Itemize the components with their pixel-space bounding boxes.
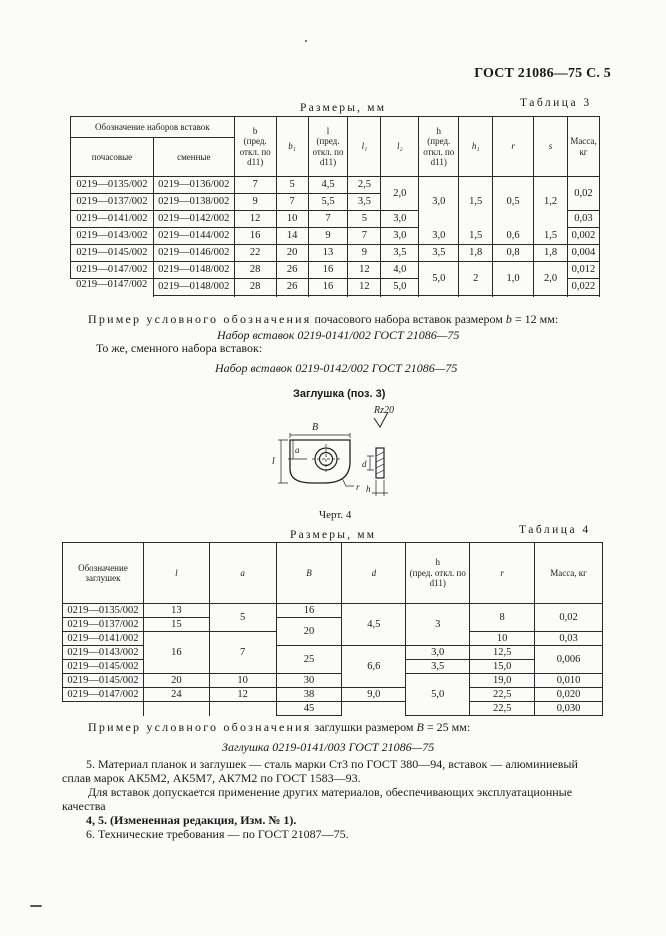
t4-r: 19,0 xyxy=(470,674,535,688)
table4-label: Таблица 4 xyxy=(519,524,591,536)
th-replace: сменные xyxy=(153,138,234,177)
t3-hourly: 0219—0137/002 xyxy=(71,194,154,211)
t4-l: 16 xyxy=(143,632,209,674)
t4-empty xyxy=(143,702,209,716)
t3-r: 0,5 xyxy=(493,177,534,228)
t3-h1: 1,5 xyxy=(459,177,493,228)
t4-mass: 0,03 xyxy=(535,632,603,646)
t4-mass: 0,030 xyxy=(535,702,603,716)
drawing-caption: Черт. 4 xyxy=(319,509,352,521)
t3-l2: 3,5 xyxy=(381,245,419,262)
dim-d xyxy=(367,456,374,470)
t4-h: 3 xyxy=(406,604,470,646)
t4-empty xyxy=(63,702,144,716)
t4-l: 24 xyxy=(143,688,209,702)
example2-line: Пример условного обозначения заглушки размером B = 25 мм: xyxy=(88,720,471,734)
scan-speck xyxy=(305,40,307,42)
t4-d: 9,0 xyxy=(342,688,406,702)
t3-l2: 4,0 xyxy=(381,262,419,279)
t3-l: 5,5 xyxy=(308,194,348,211)
t3-l: 7 xyxy=(308,211,348,228)
dim-B xyxy=(290,433,350,438)
t4-a: 10 xyxy=(209,674,276,688)
th-l: l xyxy=(143,543,209,604)
th-l: l (пред. откл. по d11) xyxy=(308,117,348,177)
t3-replace: 0219—0148/002 xyxy=(153,279,234,296)
paragraph-4-5: 4, 5. (Измененная редакция, Изм. № 1). xyxy=(86,813,297,827)
th-l1: l₁ xyxy=(348,117,381,177)
t3-b: 16 xyxy=(234,228,276,245)
svg-text:h: h xyxy=(366,484,371,494)
t3-mass: 0,02 xyxy=(567,177,599,211)
th-B: B xyxy=(276,543,342,604)
example1-code: Набор вставок 0219-0141/002 ГОСТ 21086—75 xyxy=(217,328,460,342)
table-3 xyxy=(70,116,600,296)
t4-B: 30 xyxy=(276,674,342,688)
t4-l: 13 xyxy=(143,604,209,618)
t3-s: 1,5 xyxy=(534,228,568,245)
svg-text:l: l xyxy=(272,456,275,467)
t3-l: 4,5 xyxy=(308,177,348,194)
t4-mass: 0,006 xyxy=(535,646,603,674)
page-header: ГОСТ 21086—75 С. 5 xyxy=(474,66,611,81)
t4-a: 7 xyxy=(209,632,276,674)
t3-hourly: 0219—0147/002 xyxy=(71,262,154,279)
t3-l1: 2,5 xyxy=(348,177,381,194)
t3-b1: 26 xyxy=(276,262,308,279)
t3-hourly: 0219—0147/002 xyxy=(76,279,148,290)
t3-replace: 0219—0146/002 xyxy=(153,245,234,262)
t3-l: 13 xyxy=(308,245,348,262)
t3-h1: 2 xyxy=(459,262,493,296)
t4-r: 15,0 xyxy=(470,660,535,674)
t3-replace: 0219—0138/002 xyxy=(153,194,234,211)
same-text: То же, сменного набора вставок: xyxy=(96,341,263,355)
t3-b: 7 xyxy=(234,177,276,194)
t3-l2: 5,0 xyxy=(381,279,419,296)
cap-drawing xyxy=(262,398,412,502)
t3-mass: 0,004 xyxy=(567,245,599,262)
scan-mark xyxy=(30,905,42,907)
t4-r: 10 xyxy=(470,632,535,646)
t4-h: 5,0 xyxy=(406,674,470,716)
t3-replace: 0219—0142/002 xyxy=(153,211,234,228)
t4-h: 3,5 xyxy=(406,660,470,674)
t3-replace: 0219—0148/002 xyxy=(153,262,234,279)
paragraph-5-note-cont: качества xyxy=(62,799,106,813)
t3-r: 1,0 xyxy=(493,262,534,296)
t3-l: 9 xyxy=(308,228,348,245)
t4-l: 15 xyxy=(143,618,209,632)
t4-name: 0219—0145/002 xyxy=(63,660,144,674)
svg-text:a: a xyxy=(295,445,300,455)
t4-d: 4,5 xyxy=(342,604,406,646)
t3-mass: 0,03 xyxy=(567,211,599,228)
t4-B: 16 xyxy=(276,604,342,618)
example1-line: Пример условного обозначения почасового набора вставок размером b = 12 мм: xyxy=(88,312,559,326)
t4-a: 12 xyxy=(209,688,276,702)
t3-s: 1,8 xyxy=(534,245,568,262)
dim-h xyxy=(372,480,388,496)
t3-l2: 2,0 xyxy=(381,177,419,211)
t3-l1: 5 xyxy=(348,211,381,228)
t4-mass: 0,020 xyxy=(535,688,603,702)
th-b1: b₁ xyxy=(276,117,308,177)
t4-name: 0219—0137/002 xyxy=(63,618,144,632)
th-mass: Масса, кг xyxy=(535,543,603,604)
th-h: h (пред. откл. по d11) xyxy=(406,543,470,604)
t4-mass: 0,010 xyxy=(535,674,603,688)
t4-empty xyxy=(342,702,406,716)
paragraph-5-cont: сплав марок АК5М2, АК5М7, АК7М2 по ГОСТ 1583—93. xyxy=(62,771,361,785)
table4-caption: Размеры, мм xyxy=(290,529,377,541)
t4-name: 0219—0143/002 xyxy=(63,646,144,660)
t4-a: 5 xyxy=(209,604,276,632)
t3-l1: 12 xyxy=(348,262,381,279)
t4-l: 20 xyxy=(143,674,209,688)
t3-hourly: 0219—0135/002 xyxy=(71,177,154,194)
t3-l1: 3,5 xyxy=(348,194,381,211)
t3-b1: 14 xyxy=(276,228,308,245)
t3-h: 3,0 xyxy=(419,177,459,228)
t3-l2: 3,0 xyxy=(381,228,419,245)
paragraph-5-note: Для вставок допускается применение других материалов, обеспечивающих эксплуатационные xyxy=(88,785,573,799)
t4-mass: 0,02 xyxy=(535,604,603,632)
t4-d: 6,6 xyxy=(342,646,406,688)
t4-name: 0219—0145/002 xyxy=(63,674,144,688)
t4-r: 22,5 xyxy=(470,688,535,702)
t4-B: 38 xyxy=(276,688,342,702)
t4-r: 12,5 xyxy=(470,646,535,660)
t3-l1: 12 xyxy=(348,279,381,296)
t4-B: 25 xyxy=(276,646,342,674)
th-h1: h₁ xyxy=(459,117,493,177)
th-s: s xyxy=(534,117,568,177)
t3-mass: 0,012 xyxy=(567,262,599,279)
t3-replace: 0219—0144/002 xyxy=(153,228,234,245)
t3-r: 0,6 xyxy=(493,228,534,245)
t4-B: 20 xyxy=(276,618,342,646)
th-b: b (пред. откл. по d11) xyxy=(234,117,276,177)
t3-l: 16 xyxy=(308,262,348,279)
t3-s: 2,0 xyxy=(534,262,568,296)
dim-l xyxy=(278,440,288,483)
t3-h: 3,0 xyxy=(419,228,459,245)
t3-l1: 9 xyxy=(348,245,381,262)
t3-b: 9 xyxy=(234,194,276,211)
th-r: r xyxy=(470,543,535,604)
t3-r: 0,8 xyxy=(493,245,534,262)
paragraph-6: 6. Технические требования — по ГОСТ 21087—75. xyxy=(86,827,349,841)
t3-mass: 0,002 xyxy=(567,228,599,245)
drawing-title: Заглушка (поз. 3) xyxy=(293,388,386,400)
th-h: h (пред. откл. по d11) xyxy=(419,117,459,177)
t3-b1: 7 xyxy=(276,194,308,211)
th-sets-designation: Обозначение наборов вставок xyxy=(71,117,235,138)
th-hourly: почасовые xyxy=(71,138,154,177)
t3-b: 28 xyxy=(234,262,276,279)
roughness-label: Rz20 xyxy=(374,405,394,416)
t4-name: 0219—0141/002 xyxy=(63,632,144,646)
example1b-code: Набор вставок 0219-0142/002 ГОСТ 21086—75 xyxy=(215,361,458,375)
t4-name: 0219—0147/002 xyxy=(63,688,144,702)
table3-caption: Размеры, мм xyxy=(300,102,387,114)
example2-code: Заглушка 0219-0141/003 ГОСТ 21086—75 xyxy=(222,740,435,754)
t3-b1: 5 xyxy=(276,177,308,194)
t3-mass: 0,022 xyxy=(567,279,599,296)
t3-hourly: 0219—0145/002 xyxy=(71,245,154,262)
svg-text:d: d xyxy=(362,459,367,469)
t3-h: 5,0 xyxy=(419,262,459,296)
th-l2: l₂ xyxy=(381,117,419,177)
t3-l1: 7 xyxy=(348,228,381,245)
th-mass: Масса, кг xyxy=(567,117,599,177)
t3-h1: 1,8 xyxy=(459,245,493,262)
t3-b1: 20 xyxy=(276,245,308,262)
th-r: r xyxy=(493,117,534,177)
th-plug-designation: Обозначение заглушек xyxy=(63,543,144,604)
t3-hourly: 0219—0141/002 xyxy=(71,211,154,228)
t3-h1: 1,5 xyxy=(459,228,493,245)
t3-replace: 0219—0136/002 xyxy=(153,177,234,194)
t3-b: 22 xyxy=(234,245,276,262)
t4-name: 0219—0135/002 xyxy=(63,604,144,618)
t3-hourly: 0219—0143/002 xyxy=(71,228,154,245)
svg-text:r: r xyxy=(356,482,360,492)
t4-r: 22,5 xyxy=(470,702,535,716)
table3-label: Таблица 3 xyxy=(520,97,592,109)
t3-b1: 26 xyxy=(276,279,308,296)
th-a: a xyxy=(209,543,276,604)
t3-l2: 3,0 xyxy=(381,211,419,228)
t3-b1: 10 xyxy=(276,211,308,228)
dim-r-leader xyxy=(342,478,354,486)
t4-B: 45 xyxy=(276,702,342,716)
paragraph-5: 5. Материал планок и заглушек — сталь марки Ст3 по ГОСТ 380—94, вставок — алюминиевый xyxy=(86,757,578,771)
t3-h: 3,5 xyxy=(419,245,459,262)
svg-text:B: B xyxy=(312,422,319,433)
t3-s: 1,2 xyxy=(534,177,568,228)
table-4 xyxy=(62,542,603,716)
hatch xyxy=(376,452,384,474)
t4-r: 8 xyxy=(470,604,535,632)
t4-h: 3,0 xyxy=(406,646,470,660)
t3-b: 28 xyxy=(234,279,276,296)
th-d: d xyxy=(342,543,406,604)
t4-empty xyxy=(209,702,276,716)
t3-b: 12 xyxy=(234,211,276,228)
t3-l: 16 xyxy=(308,279,348,296)
